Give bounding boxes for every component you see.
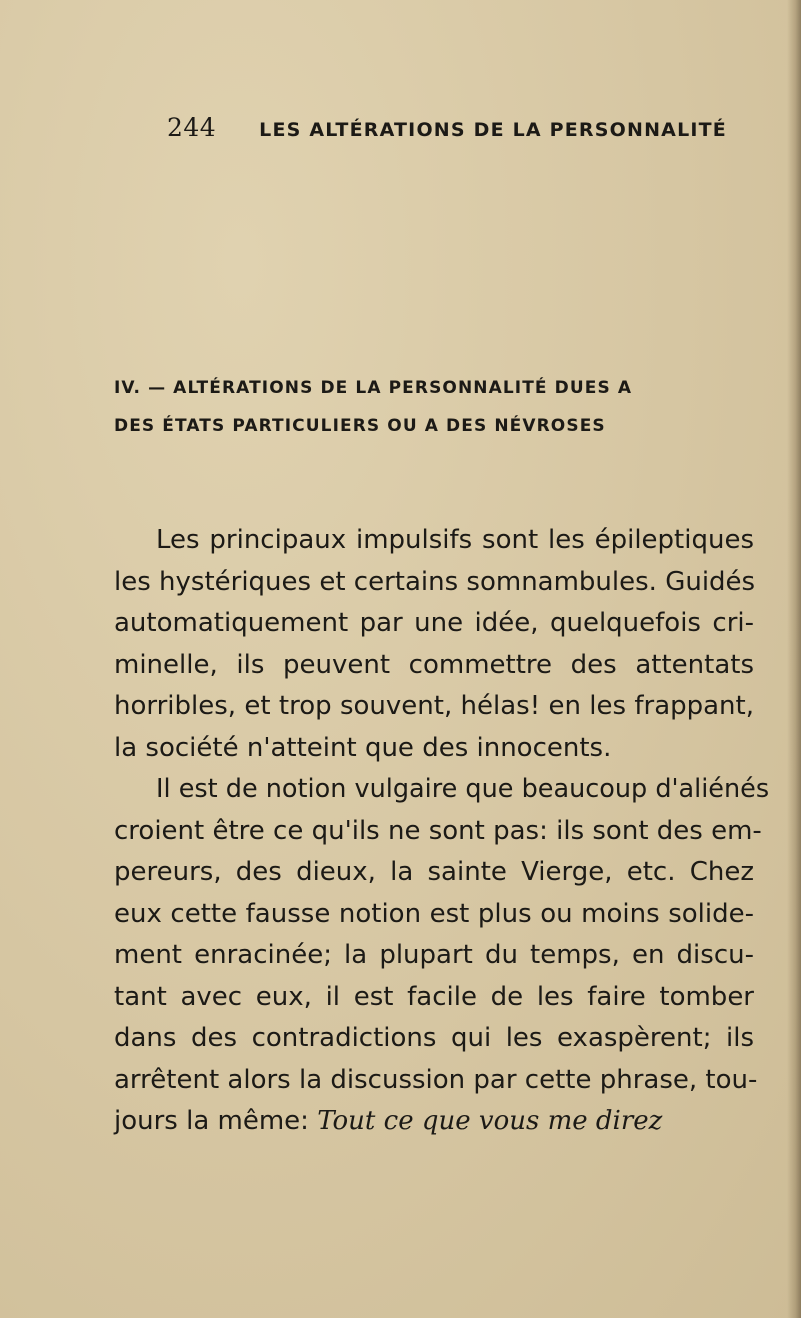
text-line-last	[114, 1101, 754, 1143]
text-line: automatiquement par une idée, quelquefois cri-	[114, 608, 754, 638]
text-line: arrêtent alors la discussion par cette phrase, tou-	[114, 1064, 758, 1095]
text-line: pereurs, des dieux, la sainte Vierge, etc. Chez	[114, 857, 754, 887]
page-edge-shadow	[787, 0, 801, 1318]
text-line: les hystériques et certains somnambules. Guidés	[114, 566, 756, 597]
page-number: 244	[167, 113, 217, 142]
text-line: Il est de notion vulgaire que beaucoup d'aliénés	[156, 774, 770, 804]
text-line: ment enracinée; la plupart du temps, en discu-	[114, 940, 754, 970]
text-line: dans des contradictions qui les exaspèrent; ils	[114, 1023, 754, 1053]
last-line-italic: Tout ce que vous me direz	[317, 1106, 663, 1136]
text-line: horribles, et trop souvent, hélas! en les frappant,	[114, 691, 754, 721]
text-line: tant avec eux, il est facile de les faire tomber	[114, 981, 754, 1012]
text-line: minelle, ils peuvent commettre des attentats	[114, 649, 754, 680]
body-text	[114, 520, 770, 1143]
section-heading	[114, 369, 754, 445]
text-line: eux cette fausse notion est plus ou moins solide-	[114, 898, 754, 929]
running-head	[167, 113, 727, 143]
last-line-prefix: jours la même:	[114, 1106, 318, 1136]
section-heading-line-2: DES ÉTATS PARTICULIERS OU A DES NÉVROSES	[114, 416, 606, 436]
text-line: la société n'atteint que des innocents.	[114, 732, 612, 763]
running-title: LES ALTÉRATIONS DE LA PERSONNALITÉ	[259, 119, 727, 141]
section-heading-line-1: IV. — ALTÉRATIONS DE LA PERSONNALITÉ DUES A	[114, 378, 633, 398]
text-line: croient être ce qu'ils ne sont pas: ils sont des em-	[114, 815, 762, 846]
text-line: Les principaux impulsifs sont les épileptiques	[156, 525, 754, 555]
